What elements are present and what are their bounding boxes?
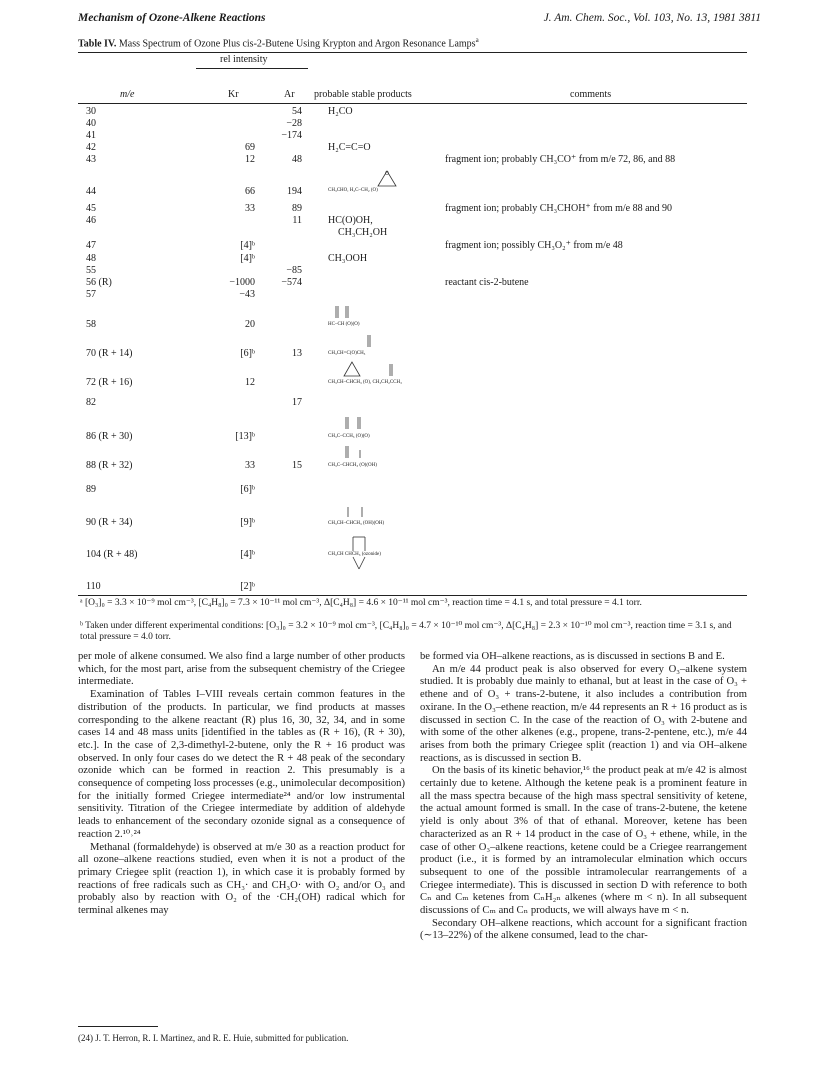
rel-intensity-underline [196,68,308,69]
cell-me: 41 [86,130,96,141]
table-footnote-a: ᵃ [O₃]₀ = 3.3 × 10⁻⁹ mol cm⁻³, [C₄H₈]₀ = 7.3 × 10⁻¹¹ mol cm⁻³, Δ[C₄H₈] = 4.6 × 10⁻¹¹ mol cm⁻³, reaction time = 4.1 s, and total pressure = 4.1 torr. [80,598,642,608]
cell-kr: [4]ᵇ [240,549,255,560]
cell-product: CH₃CH=C(O)CH₃ [328,351,366,356]
svg-text:O: O [385,171,389,177]
cell-product: H₂CO [328,106,353,117]
table-caption-label: Table IV. [78,38,117,50]
cell-ar: 17 [292,397,302,408]
table-caption-text: Mass Spectrum of Ozone Plus cis-2-Butene Using Krypton and Argon Resonance Lamps [118,38,476,50]
cell-me: 48 [86,253,96,264]
paragraph: per mole of alkene consumed. We also find a large number of other products which, for the most part, arise from the subsequent chemistry of the Criegee intermediate. [78,651,405,688]
paragraph: Methanal (formaldehyde) is observed at m/e 30 as a reaction product for all ozone–alkene reactions studied, even when it is not a product of the primary Criegee split (reaction 1), in which case it is probably formed by reactions of free radicals such as CH₃· and CH₃O· with O₂ and/or O₃ and probably also by reaction with O₂ of the ·CH₂(OH) radical which for terminal alkenes may [78,841,405,917]
cell-kr: 69 [245,142,255,153]
table-bottom-rule [78,595,747,596]
methyl-vinyl-ketone-structure [362,333,378,349]
cell-product: CH₃CHO, H₂C–CH₂ (O) [328,188,378,193]
cell-me: 56 (R) [86,277,112,288]
cell-ar: −28 [286,118,302,129]
cell-me: 90 (R + 34) [86,517,133,528]
cell-me: 70 (R + 14) [86,348,133,359]
table-top-rule [78,52,747,53]
cell-me: 82 [86,397,96,408]
cell-kr: −43 [239,289,255,300]
cell-kr: [9]ᵇ [240,517,255,528]
cell-ar: 15 [292,460,302,471]
paragraph: On the basis of its kinetic behavior,¹⁶ the product peak at m/e 42 is almost certainly due to ketene. Although the ketene peak is a prominent feature in all the mass spectra because of the high mass spectral sensitivity of ketene, the actual amount formed is small. In the case of trans-2-butene, the ketene yield is only about 3% of that of ethanal. Moreover, ketene has been characterized as an R + 14 product in the case of O₃ + ethene, while, in the case of other O₃–alkene reactions, ketene could be a Criegee rearrangement product (i.e., it is formed by an intramolecular elmination which occurs subsequent to one of the possible intramolecular rearrangements of a Criegee intermediate). This is discussed in section D with reference to both Cₙ and Cₘ ketenes from CₙH₂ₙ alkenes (where m < n). In all subsequent discussions of Cₘ and Cₙ products, we will always have m < n. [420,765,747,917]
cell-ar: 194 [287,186,302,197]
cell-comment: fragment ion; possibly CH₃O₂⁺ from m/e 48 [445,240,623,251]
cell-product: CH₃OOH [328,253,368,264]
table-caption [78,36,479,49]
reference-rule [78,1026,158,1027]
body-column-right [420,651,747,943]
cell-ar: −174 [281,130,302,141]
cell-kr: [6]ᵇ [240,484,255,495]
cell-me: 55 [86,265,96,276]
cell-comment: fragment ion; probably CH₃CO⁺ from m/e 72, 86, and 88 [445,154,676,165]
biacetyl-structure [338,415,368,433]
butanediol-structure [340,503,370,519]
col-header-comments: comments [570,89,612,100]
running-header-title: Mechanism of Ozone-Alkene Reactions [78,12,266,24]
cell-me: 42 [86,142,96,153]
cell-ar: 89 [292,203,302,214]
cell-me: 46 [86,215,96,226]
cell-me: 110 [86,581,101,592]
cell-kr: [13]ᵇ [235,431,255,442]
cell-me: 44 [86,186,96,197]
cell-kr: [2]ᵇ [240,581,255,592]
cell-kr: −1000 [229,277,255,288]
running-header-citation: J. Am. Chem. Soc., Vol. 103, No. 13, 1981 3811 [543,12,761,24]
cell-kr: 12 [245,377,255,388]
cell-kr: [4]ᵇ [240,253,255,264]
cell-kr: 33 [245,460,255,471]
cell-product: H₂C=C=O [328,142,371,153]
cell-me: 72 (R + 16) [86,377,133,388]
oxirane-structure [372,168,402,190]
cell-ar: −574 [281,277,302,288]
cell-kr: [6]ᵇ [240,348,255,359]
cell-me: 104 (R + 48) [86,549,138,560]
cell-me: 45 [86,203,96,214]
cell-comment: fragment ion; probably CH₃CHOH⁺ from m/e 88 and 90 [445,203,673,214]
col-header-products: probable stable products [314,89,412,100]
cell-me: 30 [86,106,96,117]
cell-me: 86 (R + 30) [86,431,133,442]
cell-kr: [4]ᵇ [240,240,255,251]
cell-product: HC(O)OH, [328,215,373,226]
cell-me: 89 [86,484,96,495]
cell-me: 43 [86,154,96,165]
glyoxal-structure [330,304,354,322]
dimethyloxirane-structure [338,360,398,380]
cell-me: 57 [86,289,96,300]
table-footnote-b: ᵇ Taken under different experimental conditions: [O₃]₀ = 3.2 × 10⁻⁹ mol cm⁻³, [C₄H₈]₀ = 4.7 × 10⁻¹⁰ mol cm⁻³, Δ[C₄H₈] = 2.3 × 10⁻¹⁰ mol cm⁻³, reaction time = 3.1 s, and total pressure = 4.0 torr. [80,621,732,642]
cell-product: CH₃C–CHCH₃ (O)(OH) [328,463,377,468]
col-header-me: m/e [120,89,135,100]
secondary-ozonide-structure [345,533,375,579]
cell-product: CH₃CH–CHCH₃ (O), CH₃CH₂CCH₃ [328,380,402,385]
cell-kr: 33 [245,203,255,214]
cell-product: HC–CH (O)(O) [328,322,360,327]
cell-product: CH₃CH–CHCH₃ (OH)(OH) [328,521,385,526]
cell-ar: −85 [286,265,302,276]
paragraph: Secondary OH–alkene reactions, which account for a significant fraction (∼13–22%) of the alkene consumed, lead to the char- [420,917,747,942]
col-header-ar: Ar [284,89,295,100]
cell-ar: 11 [292,215,302,226]
cell-product: CH₃CH CHCH₃ (ozonide) [328,552,381,557]
cell-comment: reactant cis-2-butene [445,277,529,288]
col-header-kr: Kr [228,89,239,100]
cell-me: 88 (R + 32) [86,460,133,471]
cell-ar: 54 [292,106,302,117]
acetoin-structure [338,444,368,462]
table-header-rule [78,103,747,104]
cell-kr: 12 [245,154,255,165]
cell-product: CH₃CH₂OH [338,227,388,238]
cell-product: CH₃C–CCH₃ (O)(O) [328,434,370,439]
cell-kr: 66 [245,186,255,197]
paragraph: An m/e 44 product peak is also observed for every O₃–alkene system studied. It is probably due mainly to ethanal, but at least in the case of O₃ + ethene and of O₃ + trans-2-butene, it also includes a contribution from oxirane. In the O₃–ethene reaction, m/e 44 represents an R + 16 product as is discussed in section C. In the case of the reaction of O₃ with 2-butene and with some of the other alkenes (e.g., propene, trans-2-pentene, etc.), m/e 44 arises from both the primary Criegee split (reaction 1) and via OH–alkene reactions, as is discussed in section B. [420,663,747,764]
cell-me: 47 [86,240,96,251]
cell-ar: 48 [292,154,302,165]
cell-ar: 13 [292,348,302,359]
rel-intensity-header: rel intensity [220,54,268,65]
table-caption-footnote-mark: a [475,36,479,44]
cell-me: 58 [86,319,96,330]
reference-24: (24) J. T. Herron, R. I. Martinez, and R. E. Huie, submitted for publication. [78,1033,349,1043]
body-column-left [78,651,405,918]
paragraph: Examination of Tables I–VIII reveals certain common features in the distribution of the products. In particular, we find products at masses corresponding to the alkene reactant (R) plus 16, 30, 32, 34, and in some cases 14 and 48 mass units [identified in the tables as (R + 16), (R + 30), etc.]. In the case of 2,3-dimethyl-2-butene, only the R + 16 product was observed. In only four cases do we detect the R + 48 peak of the secondary ozonide which can be formed in reaction 2. This presumably is a consequence of competing loss processes (e.g., unimolecular decomposition) for the initially formed Criegee intermediate²⁴ and/or low instrumental sensitivity. Titration of the Criegee intermediate by addition of aldehyde leads to enhancement of the secondary ozonide signal as a consequence of reaction 2.¹⁰˒²⁴ [78,689,405,840]
paragraph: be formed via OH–alkene reactions, as is discussed in sections B and E. [420,651,725,662]
cell-kr: 20 [245,319,255,330]
cell-me: 40 [86,118,96,129]
